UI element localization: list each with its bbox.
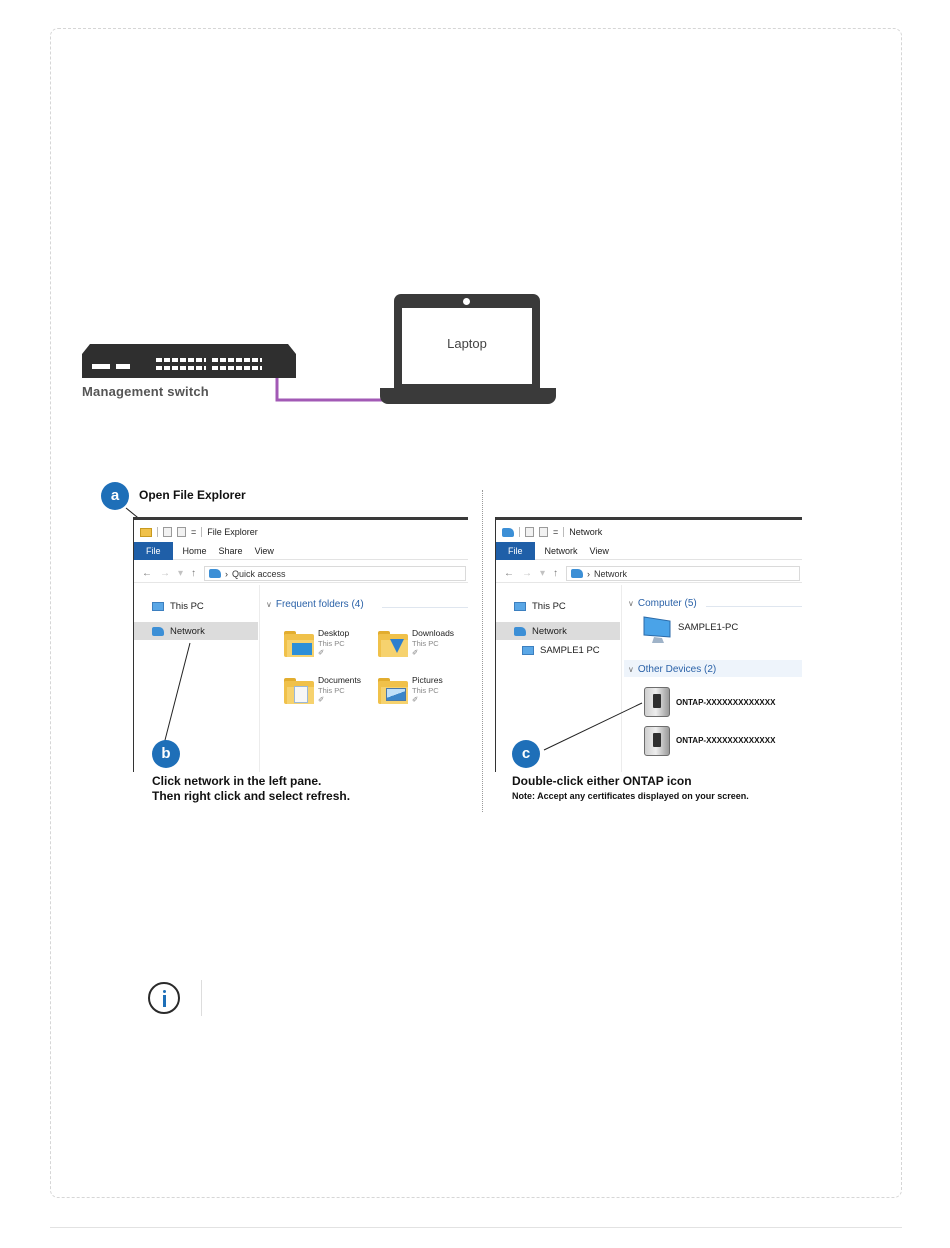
documents-folder-icon xyxy=(284,678,314,704)
network-icon xyxy=(571,569,583,578)
port-row-icon xyxy=(212,358,262,362)
address-bar xyxy=(134,565,468,583)
computer-icon xyxy=(522,646,534,655)
laptop-base-icon xyxy=(380,388,556,404)
nav-item-network[interactable] xyxy=(134,622,258,640)
tab-share[interactable]: Share xyxy=(218,545,243,556)
window-frame xyxy=(134,517,468,520)
group-label: Other Devices (2) xyxy=(637,664,717,675)
switch-label: Management switch xyxy=(82,384,209,399)
tab-view[interactable]: View xyxy=(589,545,609,556)
management-switch-icon xyxy=(82,354,296,378)
back-arrow-icon[interactable]: ← xyxy=(142,568,152,579)
device-name: ONTAP-XXXXXXXXXXXXX xyxy=(676,736,776,745)
step-c-note: Note: Accept any certificates displayed on your screen. xyxy=(512,791,749,801)
nav-item-label: Network xyxy=(532,625,567,637)
back-arrow-icon[interactable]: ← xyxy=(504,568,514,579)
nav-item-network[interactable] xyxy=(496,622,620,640)
window-title: File Explorer xyxy=(207,527,258,537)
folder-name: Pictures xyxy=(412,675,443,685)
separator xyxy=(519,527,520,537)
chevron-down-icon: ∨ xyxy=(628,665,634,674)
address-text: Network xyxy=(594,568,628,579)
folder-location: This PC xyxy=(412,639,439,648)
chevron-down-icon: ∨ xyxy=(266,600,272,609)
folder-name: Documents xyxy=(318,675,361,685)
address-bar xyxy=(496,565,802,583)
network-icon xyxy=(502,528,514,537)
step-b-line2: Then right click and select refresh. xyxy=(152,789,351,803)
step-a-title: Open File Explorer xyxy=(139,488,246,502)
pin-icon: ✐ xyxy=(318,695,325,704)
nav-item-label: SAMPLE1 PC xyxy=(540,644,600,656)
ribbon xyxy=(496,542,802,560)
address-text: Quick access xyxy=(232,568,286,579)
chevron-right-icon: › xyxy=(225,568,229,579)
customize-icon[interactable]: = xyxy=(553,527,559,537)
switch-top-icon xyxy=(82,344,296,354)
address-input[interactable] xyxy=(566,566,800,581)
nav-item-sample1-pc[interactable] xyxy=(496,641,620,659)
port-icon xyxy=(116,364,130,369)
separator xyxy=(563,527,564,537)
footer-rule xyxy=(50,1227,902,1228)
forward-arrow-icon[interactable]: → xyxy=(522,568,532,579)
tab-file[interactable]: File xyxy=(134,542,173,560)
nav-item-this-pc[interactable] xyxy=(496,597,620,615)
group-header-computer[interactable] xyxy=(628,598,697,609)
laptop-icon xyxy=(394,294,540,388)
folder-name: Downloads xyxy=(412,628,455,638)
step-a-badge: a xyxy=(101,482,129,510)
new-folder-icon[interactable] xyxy=(539,527,548,537)
port-row-icon xyxy=(212,366,262,370)
content-pane xyxy=(624,585,802,772)
group-header-other-devices[interactable] xyxy=(628,664,716,675)
step-c-pointer xyxy=(530,700,650,760)
ribbon xyxy=(134,542,468,560)
separator xyxy=(201,527,202,537)
recent-dropdown-icon[interactable]: ▾ xyxy=(178,568,184,579)
separator xyxy=(157,527,158,537)
chevron-down-icon: ∨ xyxy=(628,599,634,608)
group-label: Frequent folders (4) xyxy=(275,599,364,610)
nav-item-label: This PC xyxy=(170,600,204,612)
content-pane xyxy=(262,585,468,772)
network-icon xyxy=(152,627,164,636)
step-c-badge: c xyxy=(512,740,540,768)
window-title: Network xyxy=(569,527,603,537)
quick-access-icon xyxy=(209,569,221,578)
step-b-pointer xyxy=(150,640,200,750)
up-arrow-icon[interactable]: ↑ xyxy=(191,568,197,579)
tab-file[interactable]: File xyxy=(496,542,535,560)
info-icon xyxy=(148,982,180,1014)
folder-icon xyxy=(140,528,152,537)
downloads-folder-icon xyxy=(378,631,408,657)
group-divider xyxy=(706,606,802,607)
nav-item-this-pc[interactable] xyxy=(134,597,258,615)
folder-location: This PC xyxy=(318,639,345,648)
network-icon xyxy=(514,627,526,636)
port-icon xyxy=(92,364,110,369)
folder-name: Desktop xyxy=(318,628,350,638)
pictures-folder-icon xyxy=(378,678,408,704)
port-row-icon xyxy=(156,358,206,362)
group-header-frequent[interactable] xyxy=(266,599,364,610)
window-frame xyxy=(496,517,802,520)
pin-icon: ✐ xyxy=(412,695,419,704)
chevron-right-icon: › xyxy=(587,568,591,579)
cable-line xyxy=(277,378,384,400)
tab-home[interactable]: Home xyxy=(182,545,207,556)
nav-item-label: This PC xyxy=(532,600,566,612)
computer-name: SAMPLE1-PC xyxy=(678,622,739,633)
up-arrow-icon[interactable]: ↑ xyxy=(553,568,559,579)
step-b-line1: Click network in the left pane. xyxy=(152,774,322,788)
pin-icon: ✐ xyxy=(318,648,325,657)
port-row-icon xyxy=(156,366,206,370)
step-c-line1: Double-click either ONTAP icon xyxy=(512,774,692,788)
group-divider xyxy=(382,607,468,608)
nav-item-label: Network xyxy=(170,625,205,637)
customize-icon[interactable]: = xyxy=(191,527,197,537)
computer-icon xyxy=(514,602,526,611)
forward-arrow-icon[interactable]: → xyxy=(160,568,170,579)
recent-dropdown-icon[interactable]: ▾ xyxy=(540,568,546,579)
properties-icon[interactable] xyxy=(525,527,534,537)
folder-location: This PC xyxy=(318,686,345,695)
title-bar xyxy=(502,525,602,539)
folder-location: This PC xyxy=(412,686,439,695)
address-input[interactable] xyxy=(204,566,466,581)
step-b-badge: b xyxy=(152,740,180,768)
laptop-display xyxy=(402,308,532,384)
pin-icon: ✐ xyxy=(412,648,419,657)
desktop-folder-icon xyxy=(284,631,314,657)
camera-icon xyxy=(463,298,470,305)
title-bar xyxy=(140,525,258,539)
new-folder-icon[interactable] xyxy=(177,527,186,537)
panel-divider xyxy=(482,490,483,812)
laptop-label: Laptop xyxy=(447,336,487,351)
properties-icon[interactable] xyxy=(163,527,172,537)
tab-network[interactable]: Network xyxy=(544,545,578,556)
computer-icon xyxy=(152,602,164,611)
note-divider xyxy=(201,980,202,1016)
group-label: Computer (5) xyxy=(637,598,697,609)
tab-view[interactable]: View xyxy=(254,545,274,556)
computer-icon xyxy=(640,615,674,645)
device-name: ONTAP-XXXXXXXXXXXXX xyxy=(676,698,776,707)
